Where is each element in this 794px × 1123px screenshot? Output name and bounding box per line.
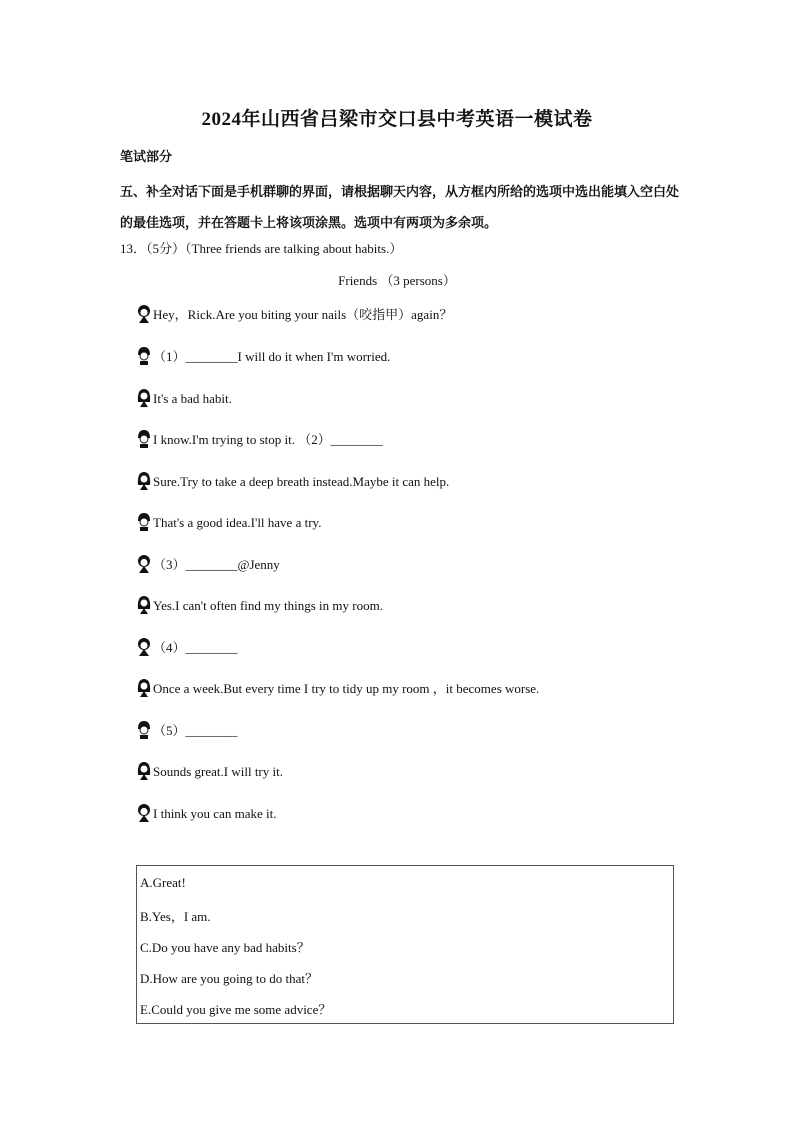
chat-text: I think you can make it. [153,806,277,821]
options-box [136,865,674,1024]
chat-message [136,510,321,532]
avatar-boy-icon [136,346,152,366]
avatar-boy-icon [136,512,152,532]
avatar-girl-b-icon [136,761,152,781]
avatar-girl-a-icon [136,637,152,657]
avatar-girl-a-icon [136,304,152,324]
chat-message [136,801,276,823]
chat-text: （1）________I will do it when I'm worried. [153,349,391,364]
chat-text: （4）________ [153,640,238,655]
chat-message [136,676,539,698]
question-header: 13．（5分）（Three friends are talking about habits.） [120,241,403,256]
option-c: C.Do you have any bad habits？ [140,940,310,955]
chat-group-title: Friends （3 persons） [338,273,456,288]
chat-message [136,302,452,324]
chat-text: Yes.I can't often find my things in my room. [153,598,383,613]
option-b: B.Yes，I am. [140,909,211,924]
chat-message [136,635,238,657]
chat-text: （5）________ [153,723,238,738]
chat-message [136,759,283,781]
avatar-girl-b-icon [136,388,152,408]
chat-text: Sounds great.I will try it. [153,764,283,779]
chat-text: It's a bad habit. [153,391,232,406]
chat-text: Once a week.But every time I try to tidy up my room ，it becomes worse. [153,681,540,696]
avatar-girl-a-icon [136,803,152,823]
exam-title: 2024年山西省吕梁市交口县中考英语一模试卷 [201,109,593,130]
option-d: D.How are you going to do that？ [140,971,319,986]
option-a: A.Great! [140,875,186,890]
chat-message [136,427,383,449]
avatar-girl-b-icon [136,471,152,491]
chat-text: I know.I'm trying to stop it. （2）________ [153,432,383,447]
chat-message [136,386,232,408]
avatar-girl-a-icon [136,554,152,574]
avatar-boy-icon [136,720,152,740]
chat-text: Hey，Rick.Are you biting your nails（咬指甲）again？ [153,307,453,322]
section-label: 笔试部分 [120,149,173,164]
chat-text: That's a good idea.I'll have a try. [153,515,322,530]
chat-message [136,552,280,574]
chat-message [136,718,238,740]
avatar-boy-icon [136,429,152,449]
chat-message [136,344,390,366]
instruction-text: 五、补全对话下面是手机群聊的界面，请根据聊天内容，从方框内所给的选项中选出能填入空白处的最佳选项，并在答题卡上将该项涂黑。选项中有两项为多余项。 [120,184,680,230]
chat-text: Sure.Try to take a deep breath instead.Maybe it can help. [153,474,450,489]
chat-text: （3）________@Jenny [153,557,280,572]
avatar-girl-b-icon [136,595,152,615]
avatar-girl-b-icon [136,678,152,698]
chat-message [136,469,449,491]
option-e: E.Could you give me some advice？ [140,1002,332,1017]
chat-message [136,593,383,615]
